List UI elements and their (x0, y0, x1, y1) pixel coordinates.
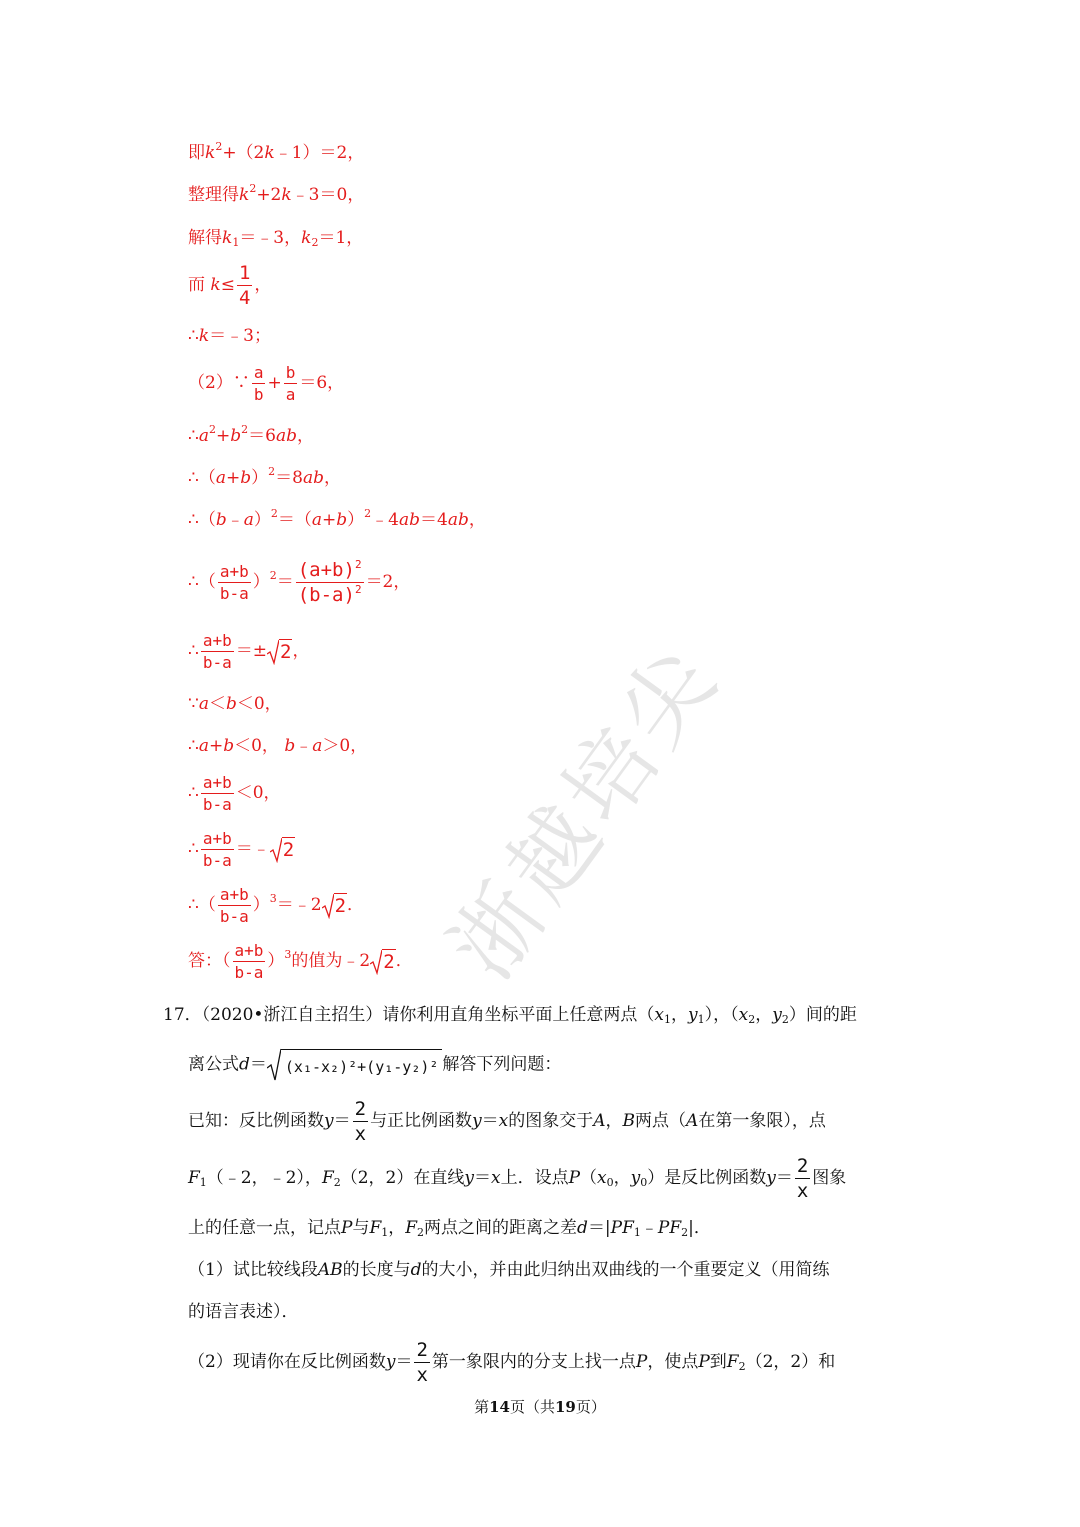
problem-17-line-4: $F_1(﹣2$，﹣2），$F_2(2$，2）在直线y＝x上．设点$P(x_0$，$y_0$）是反比例函数y＝ $\frac{2}{x}$ 图象 (188, 1155, 847, 1202)
sqrt: 2 (270, 837, 295, 863)
solution-line-6: （2）∵ $\frac{a}{b}$ + $\frac{b}{a}$ ＝6， (188, 363, 345, 404)
fraction: $\frac{a+b}{b-a}$ (202, 773, 232, 814)
fraction: $\frac{2}{x}$ (796, 1155, 809, 1202)
fraction: $\frac{2}{x}$ (416, 1339, 428, 1386)
page-footer: 第14页（共19页） (474, 1398, 606, 1416)
solution-line-7: $\therefore a^2+b^2=6ab$， (188, 423, 314, 446)
solution-line-16: ∴（ $\frac{a+b}{b-a}$ ）$^3$＝﹣2 2． (188, 885, 365, 926)
problem-17-part-1: （1）试比较线段AB的长度与d的大小，并由此归纳出双曲线的一个重要定义（用简练 (188, 1260, 830, 1280)
solution-line-14: ∴ $\frac{a+b}{b-a}$ ＜0， (188, 773, 281, 814)
solution-line-13: ∴a+b＜0， b﹣a＞0， (188, 736, 368, 756)
solution-line-10: ∴（ $\frac{a+b}{b-a}$ ）$^2$＝ $\frac{(a+b)^2}{(b-a)^2}$ ＝2， (188, 558, 411, 606)
problem-17-part-1-cont: 的语言表述）． (188, 1302, 299, 1322)
fraction: $\frac{a+b}{b-a}$ (219, 885, 249, 926)
fraction: $\frac{2}{x}$ (354, 1098, 367, 1145)
distance-formula-sqrt: (x₁-x₂)²+(y₁-y₂)² (267, 1048, 443, 1082)
solution-line-5: ∴k＝﹣3； (188, 326, 271, 346)
solution-answer: 答：（ $\frac{a+b}{b-a}$ ）$^3$的值为﹣2 2． (188, 941, 413, 982)
solution-line-8: $\therefore(a+b)^2=8ab$， (188, 465, 341, 488)
solution-line-15: ∴ $\frac{a+b}{b-a}$ ＝﹣ 2 (188, 829, 295, 870)
watermark: 浙越培尖 (430, 625, 740, 997)
problem-17-line-5: 上的任意一点，记点P与$F_1$，$F_2$两点之间的距离之差$d=|PF_1﹣PF_2|$． (188, 1218, 711, 1239)
solution-line-4: 而 k≤ $\frac{1}{4}$ ， (188, 262, 272, 309)
fraction: $\frac{a+b}{b-a}$ (234, 941, 264, 982)
fraction: $\frac{a+b}{b-a}$ (202, 631, 232, 672)
solution-line-3: 解得$k_1=﹣3$，$k_2=1$， (188, 228, 364, 249)
fraction: $\frac{a+b}{b-a}$ (202, 829, 232, 870)
solution-line-11: ∴ $\frac{a+b}{b-a}$ ＝± 2， (188, 631, 310, 672)
fraction: $\frac{b}{a}$ (285, 363, 296, 404)
sqrt: 2 (370, 949, 395, 975)
problem-17-line-1: 17．（2020•浙江自主招生）请你利用直角坐标平面上任意两点（$x_1$，$y_1$），（$x_2$，$y_2$）间的距 (163, 1005, 857, 1026)
problem-17-line-3: 已知：反比例函数y＝ $\frac{2}{x}$ 与正比例函数y＝x的图象交于A，B两点（A在第一象限），点 (188, 1098, 826, 1145)
fraction: $\frac{1}{4}$ (238, 262, 251, 309)
solution-line-9: $\therefore(b﹣a)^2=(a+b)^2﹣4ab=4ab$， (188, 507, 486, 530)
fraction: $\frac{a+b}{b-a}$ (219, 562, 249, 603)
fraction: $\frac{(a+b)^2}{(b-a)^2}$ (297, 558, 362, 606)
fraction: $\frac{a}{b}$ (253, 363, 264, 404)
solution-line-2: 整理得$k^2+2k﹣3=0$， (188, 182, 365, 205)
sqrt: 2 (322, 893, 347, 919)
solution-line-1: 即$k^2+(2k﹣1)=2$， (188, 140, 365, 163)
problem-17-line-2: 离公式d＝ (x₁-x₂)²+(y₁-y₂)² 解答下列问题： (188, 1048, 561, 1082)
sqrt: 2 (267, 639, 292, 665)
solution-line-12: ∵a＜b＜0， (188, 694, 282, 714)
problem-17-part-2: （2）现请你在反比例函数y＝ $\frac{2}{x}$ 第一象限内的分支上找一点P，使点P到$F_2(2$，2）和 (188, 1339, 836, 1386)
